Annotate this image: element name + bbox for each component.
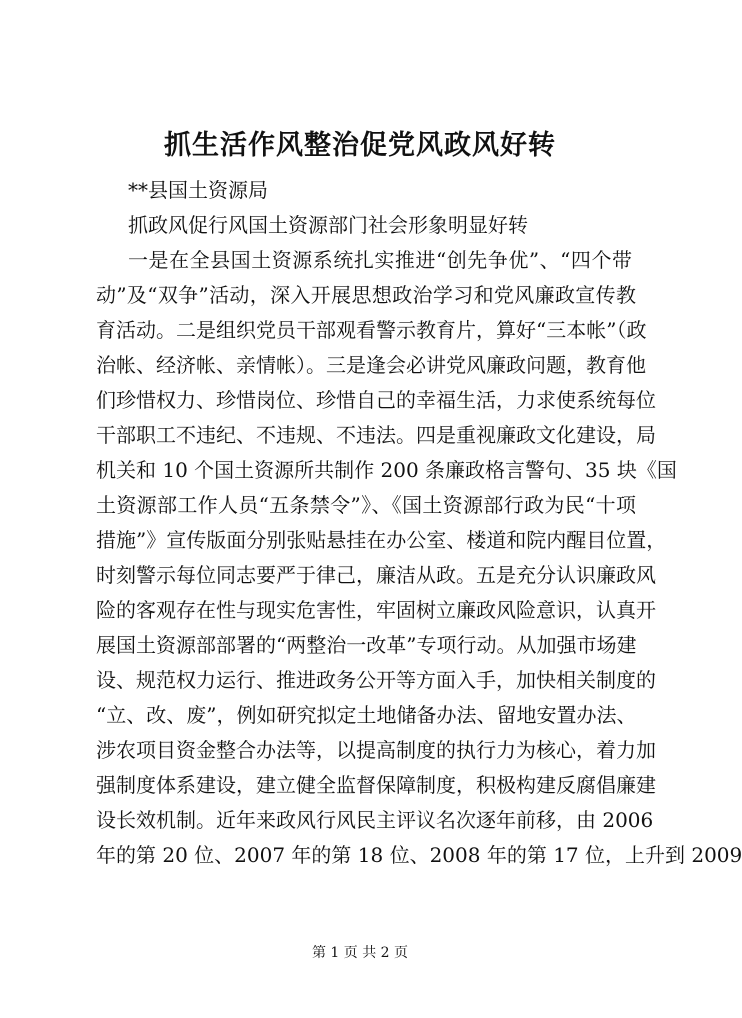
body-line: 措施”》宣传版面分别张贴悬挂在办公室、楼道和院内醒目位置， (96, 528, 667, 552)
body-line: “立、改、废”，例如研究拟定土地储备办法、留地安置办法、 (96, 703, 637, 727)
document-title: 抓生活作风整治促党风政风好转 (164, 130, 556, 161)
body-line: 机关和 10 个国土资源所共制作 200 条廉政格言警句、35 块《国 (96, 458, 677, 482)
body-line: 强制度体系建设，建立健全监督保障制度，积极构建反腐倡廉建 (96, 773, 656, 797)
body-line: 治帐、经济帐、亲情帐）。三是逢会必讲党风廉政问题，教育他 (96, 353, 646, 377)
subtitle-line: 抓政风促行风国土资源部门社会形象明显好转 (128, 213, 528, 237)
body-line: 年的第 20 位、2007 年的第 18 位、2008 年的第 17 位，上升到 2009 (96, 843, 742, 867)
body-line: 土资源部工作人员“五条禁令”》、《国土资源部行政为民“十项 (96, 493, 636, 517)
body-line: 动”及“双争”活动，深入开展思想政治学习和党风廉政宣传教 (96, 283, 636, 307)
body-line: 设长效机制。近年来政风行风民主评议名次逐年前移，由 2006 (96, 808, 654, 832)
body-line: 们珍惜权力、珍惜岗位、珍惜自己的幸福生活，力求使系统每位 (96, 388, 656, 412)
author-line: **县国土资源局 (128, 178, 268, 202)
body-line: 一是在全县国土资源系统扎实推进“创先争优”、“四个带 (128, 248, 632, 272)
page-footer: 第 1 页 共 2 页 (311, 945, 409, 961)
body-line: 干部职工不违纪、不违规、不违法。四是重视廉政文化建设，局 (96, 423, 656, 447)
body-line: 时刻警示每位同志要严于律己，廉洁从政。五是充分认识廉政风 (96, 563, 656, 587)
body-line: 育活动。二是组织党员干部观看警示教育片，算好“三本帐”（政 (96, 318, 647, 342)
body-line: 险的客观存在性与现实危害性，牢固树立廉政风险意识，认真开 (96, 598, 656, 622)
body-line: 涉农项目资金整合办法等，以提高制度的执行力为核心，着力加 (96, 738, 656, 762)
body-line: 展国土资源部部署的“两整治一改革”专项行动。从加强市场建 (96, 633, 637, 657)
body-line: 设、规范权力运行、推进政务公开等方面入手，加快相关制度的 (96, 668, 656, 692)
